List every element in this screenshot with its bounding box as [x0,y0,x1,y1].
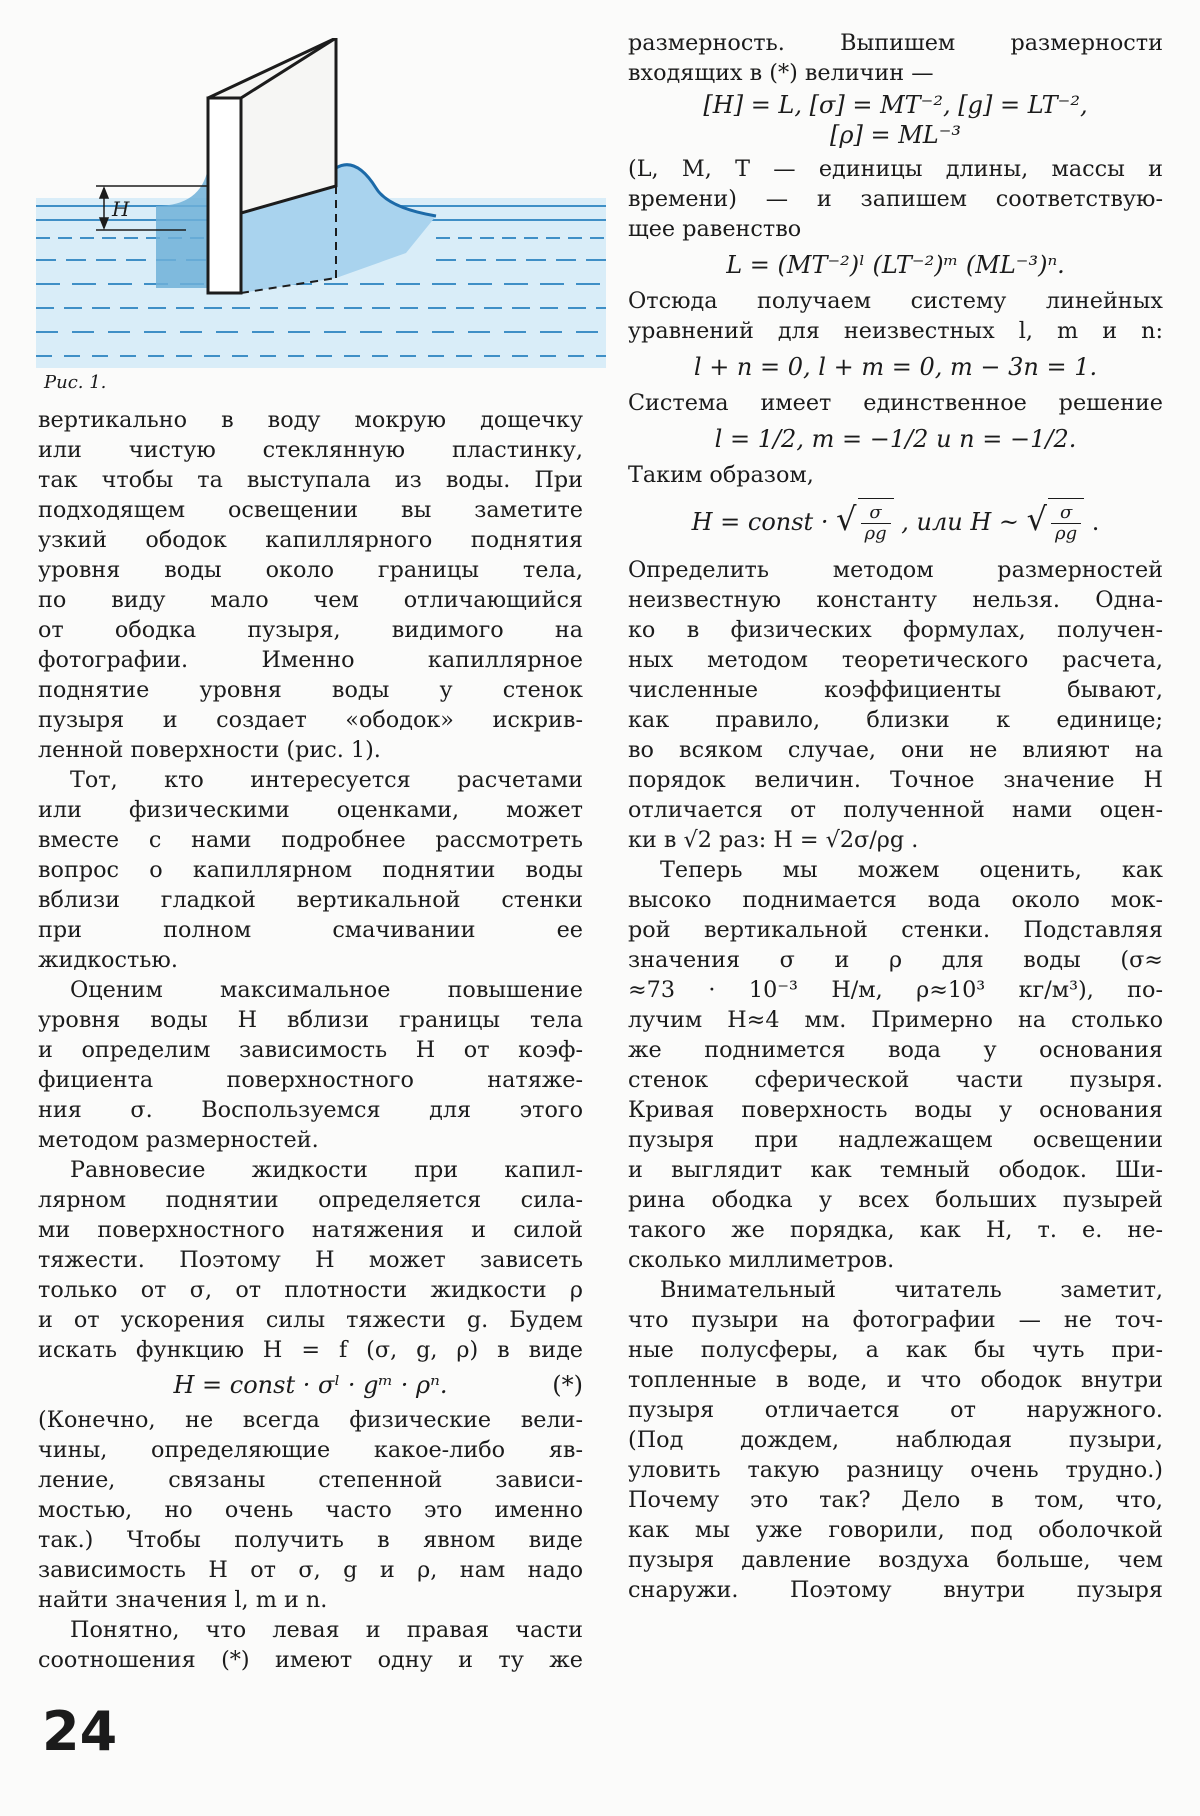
text-line: чины, определяющие какое-либо яв- [38,1437,583,1463]
text-line: от ободка пузыря, видимого на [38,617,583,643]
equation-star-tag: (*) [552,1371,583,1399]
text-line: лучим H≈4 мм. Примерно на столько [628,1007,1163,1033]
text-line: размерность. Выпишем размерности [628,30,1163,56]
height-label: H [112,197,130,221]
text-line: Внимательный читатель заметит, [660,1277,1163,1303]
right-para-8 [628,1275,1163,1605]
text-line: ление, связаны степенной зависи- [38,1467,583,1493]
equation-star [38,1365,583,1405]
right-para-2 [628,154,1163,244]
text-line: ные полусферы, а как бы чуть при- [628,1337,1163,1363]
text-line: входящих в (*) величин — [628,60,934,86]
figure-capillary-rise [36,38,606,368]
text-line: (Конечно, не всегда физические вели- [38,1407,583,1433]
right-para-4 [628,388,1163,418]
text-line: и от ускорения силы тяжести g. Будем [38,1307,583,1333]
fraction-numerator: σ [861,503,891,524]
equation-solution: l = 1/2, m = −1/2 и n = −1/2. [714,425,1077,453]
text-line: уравнений для неизвестных l, m и n: [628,318,1163,344]
equation-result-mid: , или H ~ [901,508,1019,536]
text-line: во всяком случае, они не влияют на [628,737,1163,763]
left-para-1 [38,405,583,765]
text-line: вопрос о капиллярном поднятии воды [38,857,583,883]
text-line: лярном поднятии определяется сила- [38,1187,583,1213]
text-line: узкий ободок капиллярного поднятия [38,527,583,553]
text-line: подходящем освещении вы заметите [38,497,583,523]
text-line: такого же порядка, как H, т. е. не- [628,1217,1163,1243]
left-para-6 [38,1615,583,1675]
equation-dims-1: [H] = L, [σ] = MT⁻², [g] = LT⁻², [703,91,1088,119]
text-line: высоко поднимается вода около мок- [628,887,1163,913]
text-line: ки в √2 раз: H = √2σ/ρg . [628,827,919,853]
text-line: фотографии. Именно капиллярное [38,647,583,673]
equation-system: l + n = 0, l + m = 0, m − 3n = 1. [693,353,1098,381]
text-line: соотношения (*) имеют одну и ту же [38,1647,583,1673]
fraction-denominator: ρg [864,523,887,544]
text-line: же поднимется вода у основания [628,1037,1163,1063]
text-line: стенок сферической части пузыря. [628,1067,1163,1093]
text-line: Кривая поверхность воды у основания [628,1097,1163,1123]
text-line: неизвестную константу нельзя. Одна- [628,587,1163,613]
text-line: Понятно, что левая и правая части [70,1617,583,1643]
figure-caption: Рис. 1. [44,372,107,393]
text-line: Почему это так? Дело в том, что, [628,1487,1163,1513]
text-line: как мы уже говорили, под оболочкой [628,1517,1163,1543]
text-line: поднятие уровня воды у стенок [38,677,583,703]
equation-balance: L = (MT⁻²)ˡ (LT⁻²)ᵐ (ML⁻³)ⁿ. [726,251,1065,279]
text-line: пузыря отличается от наружного. [628,1397,1163,1423]
text-line: ных методом теоретического расчета, [628,647,1163,673]
text-line: вблизи гладкой вертикальной стенки [38,887,583,913]
left-para-4 [38,1155,583,1365]
text-line: Тот, кто интересуется расчетами [70,767,583,793]
text-line: Оценим максимальное повышение [70,977,583,1003]
right-para-7 [628,855,1163,1275]
text-line: уловить такую разницу очень трудно.) [628,1457,1163,1483]
text-line: Система имеет единственное решение [628,390,1163,416]
equation-star-body: H = const · σˡ · gᵐ · ρⁿ. [173,1371,448,1399]
text-line: тяжести. Поэтому H может зависеть [38,1247,583,1273]
text-line: сколько миллиметров. [628,1247,895,1273]
fraction-numerator: σ [1051,503,1081,524]
text-line: вертикально в воду мокрую дощечку [38,407,583,433]
text-line: пузыря и создает «ободок» искрив- [38,707,583,733]
text-line: пузыря давление воздуха больше, чем [628,1547,1163,1573]
equation-result-left: H = const · [691,508,829,536]
text-line: искать функцию H = f (σ, g, ρ) в виде [38,1337,583,1363]
text-line: при полном смачивании ее [38,917,583,943]
text-line: по виду мало чем отличающийся [38,587,583,613]
text-line: ния σ. Воспользуемся для этого [38,1097,583,1123]
equation-dims-2: [ρ] = ML⁻³ [829,121,961,149]
right-column [628,28,1163,1605]
text-line: вместе с нами подробнее рассмотреть [38,827,583,853]
right-para-3 [628,286,1163,346]
text-line: зависимость H от σ, g и ρ, нам надо [38,1557,583,1583]
right-para-1 [628,28,1163,88]
text-line: только от σ, от плотности жидкости ρ [38,1277,583,1303]
fraction-denominator: ρg [1055,523,1078,544]
text-line: как правило, близки к единице; [628,707,1163,733]
text-line: ленной поверхности (рис. 1). [38,737,381,763]
text-line: ко в физических формулах, получен- [628,617,1163,643]
text-line: Таким образом, [628,462,814,488]
text-line: уровня воды около границы тела, [38,557,583,583]
text-line: отличается от полученной нами оцен- [628,797,1163,823]
text-line: снаружи. Поэтому внутри пузыря [628,1577,1163,1603]
text-line: методом размерностей. [38,1127,319,1153]
left-para-2 [38,765,583,975]
right-para-6 [628,555,1163,855]
text-line: топленные в воде, и что ободок внутри [628,1367,1163,1393]
text-line: так.) Чтобы получить в явном виде [38,1527,583,1553]
text-line: что пузыри на фотографии — не точ- [628,1307,1163,1333]
equation-result: H = const · √ $\frac{\sigma}{\rho g}$ , или H ~ √ $\frac{\sigma}{\rho g}$ . [691,500,1100,544]
text-line: (L, M, T — единицы длины, массы и [628,156,1163,182]
text-line: и выглядит как темный ободок. Ши- [628,1157,1163,1183]
text-line: мостью, но очень часто это именно [38,1497,583,1523]
text-line: жидкостью. [38,947,178,973]
text-line: или физическими оценками, может [38,797,583,823]
text-line: Равновесие жидкости при капил- [70,1157,583,1183]
left-column [38,405,583,1675]
text-line: ми поверхностного натяжения и силой [38,1217,583,1243]
text-line: щее равенство [628,216,802,242]
text-line: численные коэффициенты бывают, [628,677,1163,703]
text-line: значения σ и ρ для воды (σ≈ [628,947,1163,973]
right-para-5 [628,460,1163,490]
text-line: или чистую стеклянную пластинку, [38,437,583,463]
text-line: рина ободка у всех больших пузырей [628,1187,1163,1213]
text-line: Определить методом размерностей [628,557,1163,583]
page-number: 24 [42,1700,118,1763]
text-line: так чтобы та выступала из воды. При [38,467,583,493]
left-para-3 [38,975,583,1155]
text-line: фициента поверхностного натяже- [38,1067,583,1093]
text-line: Теперь мы можем оценить, как [660,857,1163,883]
left-para-5 [38,1405,583,1615]
text-line: найти значения l, m и n. [38,1587,328,1613]
text-line: и определим зависимость H от коэф- [38,1037,583,1063]
text-line: порядок величин. Точное значение H [628,767,1163,793]
text-line: Отсюда получаем систему линейных [628,288,1163,314]
text-line: ≈73 · 10⁻³ Н/м, ρ≈10³ кг/м³), по- [628,977,1163,1003]
text-line: времени) — и запишем соответствую- [628,186,1163,212]
text-line: рой вертикальной стенки. Подставляя [628,917,1163,943]
text-line: (Под дождем, наблюдая пузыри, [628,1427,1163,1453]
text-line: пузыря при надлежащем освещении [628,1127,1163,1153]
text-line: уровня воды H вблизи границы тела [38,1007,583,1033]
